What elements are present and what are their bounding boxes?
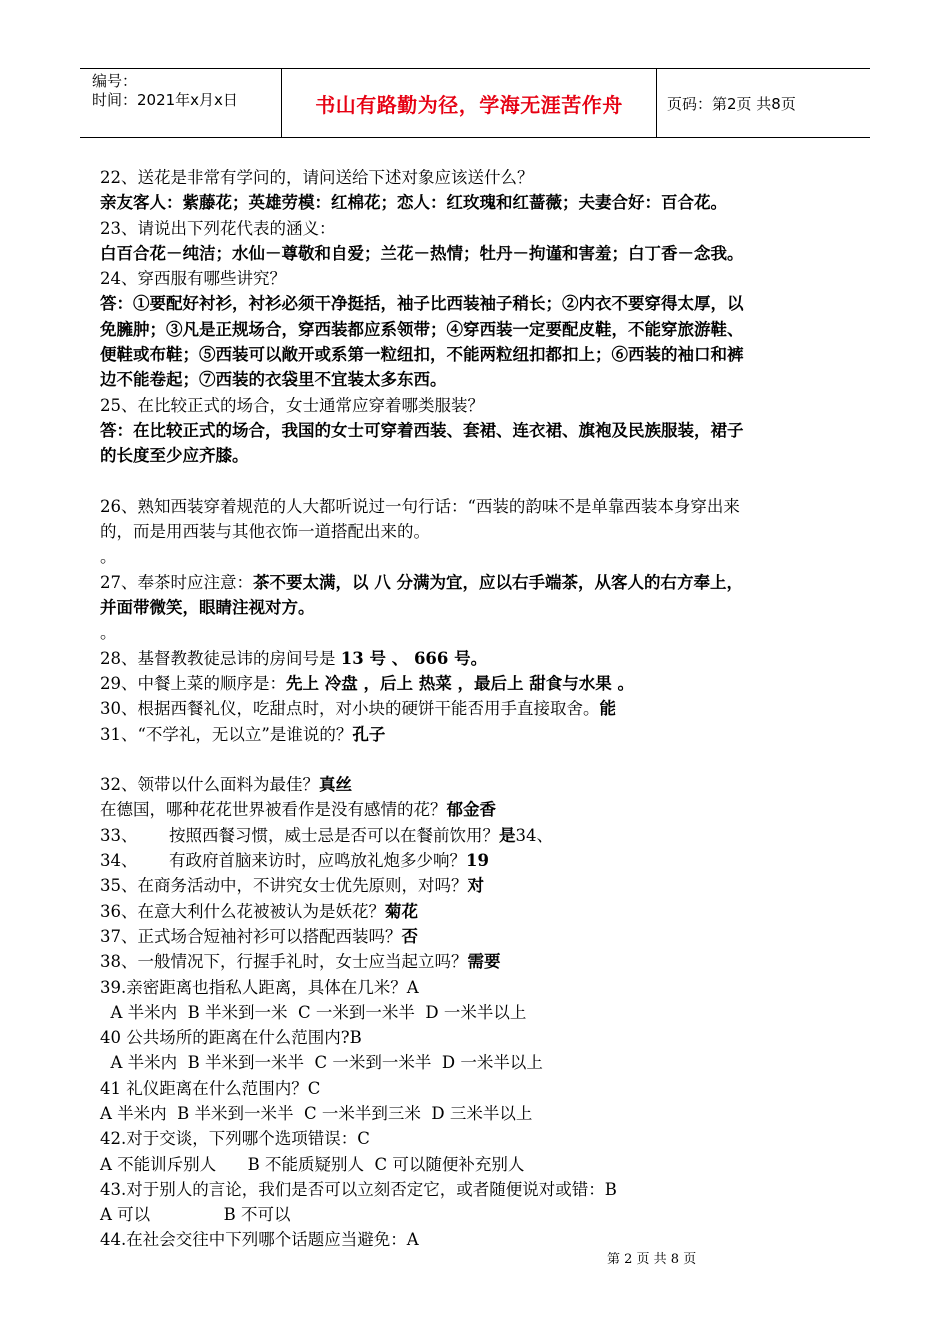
question-text: 30、根据西餐礼仪，吃甜点时，对小块的硬饼干能否用手直接取舍。: [100, 699, 600, 719]
text-line: [100, 620, 860, 645]
answer-text: 是: [498, 825, 516, 845]
page-header: [80, 68, 870, 138]
text-line: [100, 1076, 860, 1101]
question-text: A 半米内 B 半米到一米 C 一米到一米半 D 一米半以上: [100, 1002, 527, 1022]
text-line: [100, 494, 860, 519]
text-line: [100, 646, 860, 671]
question-text: 。: [100, 547, 117, 567]
answer-text: 答：在比较正式的场合，我国的女士可穿着西装、套裙、连衣裙、旗袍及民族服装，裙子: [100, 420, 744, 440]
text-line: [100, 266, 860, 291]
answer-text: 对: [467, 876, 484, 896]
text-line: [100, 190, 860, 215]
question-text: 24、穿西服有哪些讲究？: [100, 269, 286, 289]
text-line: [100, 443, 860, 468]
text-line: [100, 418, 860, 443]
header-page-number: 页码：第2页 共8页: [667, 94, 796, 113]
question-text: 29、中餐上菜的顺序是：: [100, 673, 286, 693]
header-motto-cell: [282, 69, 657, 137]
answer-text: 否: [401, 926, 418, 946]
document-body: [100, 165, 860, 1253]
answer-text: 菊花: [385, 901, 418, 921]
answer-text: 白百合花－纯洁；水仙－尊敬和自爱；兰花－热情；牡丹－拘谨和害羞；白丁香－念我。: [100, 243, 744, 263]
answer-text: 13 号 、 666 号。: [340, 648, 488, 668]
doc-date: 时间：2021年x月x日: [92, 91, 238, 109]
answer-text: 答：①要配好衬衫，衬衫必须干净挺括，袖子比西装袖子稍长；②内衣不要穿得太厚，以: [100, 294, 744, 314]
answer-text: 19: [465, 851, 489, 871]
answer-text: 真丝: [319, 775, 352, 795]
text-line: [100, 317, 860, 342]
text-line: [100, 1202, 860, 1227]
question-text: 35、在商务活动中，不讲究女士优先原则，对吗？: [100, 876, 468, 896]
text-line: [100, 772, 860, 797]
question-text: 22、送花是非常有学问的，请问送给下述对象应该送什么？: [100, 168, 534, 187]
text-line: [100, 1025, 860, 1050]
question-text: 37、正式场合短袖衬衫可以搭配西装吗？: [100, 926, 402, 946]
question-text: 39.亲密距离也指私人距离，具体在几米？A: [100, 977, 419, 997]
text-line: [100, 216, 860, 241]
answer-text: 便鞋或布鞋；⑤西装可以敞开或系第一粒纽扣，不能两粒纽扣都扣上；⑥西装的袖口和裤: [100, 345, 744, 365]
text-line: [100, 544, 860, 569]
question-text: A 半米内 B 半米到一米半 C 一米到一米半 D 一米半以上: [100, 1053, 543, 1073]
text-line: [100, 924, 860, 949]
question-text: 32、领带以什么面料为最佳？: [100, 775, 319, 795]
text-line: [100, 722, 860, 747]
blank-line: [100, 469, 860, 494]
text-line: [100, 165, 860, 190]
text-line: [100, 975, 860, 1000]
text-line: [100, 595, 860, 620]
answer-text: 郁金香: [446, 800, 496, 820]
question-text: 27、奉茶时应注意：: [100, 572, 253, 592]
text-line: [100, 1152, 860, 1177]
answer-text: 茶不要太满，以 八 分满为宜，应以右手端茶，从客人的右方奉上，: [253, 572, 743, 592]
answer-text: 需要: [467, 952, 501, 972]
answer-text: 先上 冷盘 ，后上 热菜 ，最后上 甜食与水果 。: [286, 673, 634, 693]
text-line: [100, 873, 860, 898]
answer-text: 边不能卷起；⑦西装的衣袋里不宜装太多东西。: [100, 370, 447, 390]
question-text: 43.对于别人的言论，我们是否可以立刻否定它，或者随便说对或错：B: [100, 1179, 617, 1199]
question-text: 44.在社会交往中下列哪个话题应当避免：A: [100, 1230, 419, 1250]
text-line: [100, 848, 860, 873]
answer-text: 能: [599, 699, 616, 719]
header-meta: [80, 69, 282, 137]
text-line: [100, 342, 860, 367]
answer-text: 并面带微笑，眼睛注视对方。: [100, 598, 315, 618]
text-line: [100, 899, 860, 924]
text-line: [100, 1227, 860, 1252]
page-footer: 第 2 页 共 8 页: [607, 1252, 697, 1267]
header-page-cell: [657, 69, 870, 137]
answer-text: 孔子: [352, 724, 386, 744]
question-text: 。: [100, 623, 117, 643]
text-line: [100, 291, 860, 316]
question-text: 的，而是用西装与其他衣饰一道搭配出来的。: [100, 522, 430, 542]
question-text: A 可以 B 不可以: [100, 1205, 291, 1225]
text-line: [100, 1177, 860, 1202]
question-text: 40 公共场所的距离在什么范围内?B: [100, 1028, 362, 1048]
question-text: 36、在意大利什么花被被认为是妖花？: [100, 901, 385, 921]
question-text: 38、一般情况下，行握手礼时，女士应当起立吗？: [100, 952, 468, 972]
question-text: 23、请说出下列花代表的涵义：: [100, 218, 336, 238]
question-text: 在德国，哪种花花世界被看作是没有感情的花？: [100, 800, 447, 820]
text-line: [100, 1101, 860, 1126]
text-line: [100, 570, 860, 595]
text-line: [100, 949, 860, 974]
text-line: [100, 241, 860, 266]
question-text: 26、熟知西装穿着规范的人大都听说过一句行话：“西装的韵味不是单靠西装本身穿出来: [100, 496, 740, 516]
answer-text: 亲友客人：紫藤花；英雄劳模：红棉花；恋人：红玫瑰和红蔷薇；夫妻合好：百合花。: [100, 193, 727, 213]
text-line: [100, 696, 860, 721]
trailing-text: 34、: [515, 825, 553, 845]
question-text: A 不能训斥别人 B 不能质疑别人 C 可以随便补充别人: [100, 1154, 525, 1174]
question-text: 28、基督教教徒忌讳的房间号是: [100, 648, 341, 668]
text-line: [100, 797, 860, 822]
blank-line: [100, 747, 860, 772]
header-motto: 书山有路勤为径，学海无涯苦作舟: [315, 92, 623, 117]
text-line: [100, 1000, 860, 1025]
doc-number: 编号：: [92, 72, 138, 90]
question-text: 33、 按照西餐习惯，威士忌是否可以在餐前饮用？: [100, 825, 499, 845]
question-text: 34、 有政府首脑来访时，应鸣放礼炮多少响？: [100, 851, 466, 871]
text-line: [100, 367, 860, 392]
answer-text: 免臃肿；③凡是正规场合，穿西装都应系领带；④穿西装一定要配皮鞋，不能穿旅游鞋、: [100, 319, 744, 339]
question-text: 41 礼仪距离在什么范围内？C: [100, 1078, 321, 1098]
text-line: [100, 1050, 860, 1075]
text-line: [100, 823, 860, 848]
text-line: [100, 393, 860, 418]
answer-text: 的长度至少应齐膝。: [100, 446, 249, 466]
question-text: A 半米内 B 半米到一米半 C 一米半到三米 D 三米半以上: [100, 1103, 533, 1123]
question-text: 42.对于交谈，下列哪个选项错误：C: [100, 1129, 370, 1149]
text-line: [100, 671, 860, 696]
text-line: [100, 519, 860, 544]
question-text: 25、在比较正式的场合，女士通常应穿着哪类服装？: [100, 395, 484, 415]
text-line: [100, 1126, 860, 1151]
question-text: 31、“不学礼，无以立”是谁说的？: [100, 724, 353, 744]
